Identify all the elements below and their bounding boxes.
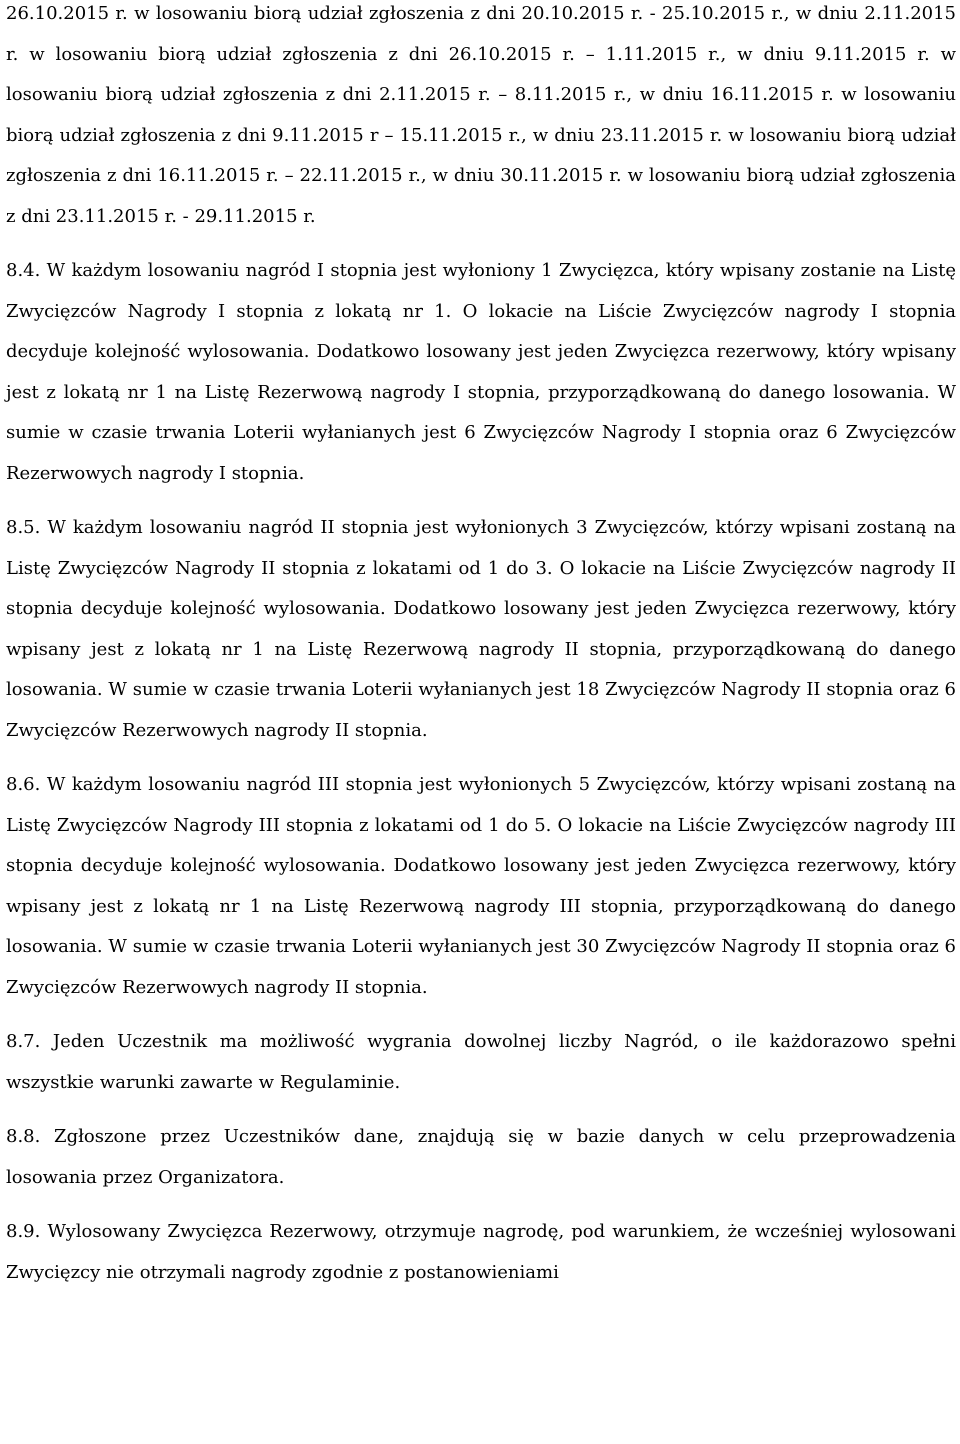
paragraph-8-8: 8.8. Zgłoszone przez Uczestników dane, znajdują się w bazie danych w celu przeprowadzenia losowania przez Organizatora. <box>6 1126 956 1188</box>
paragraph-8-4: 8.4. W każdym losowaniu nagród I stopnia jest wyłoniony 1 Zwycięzca, który wpisany zostanie na Listę Zwycięzców Nagrody I stopnia z lokatą nr 1. O lokacie na Liście Zwycięzców nagrody I stopnia decyduje kolejność wylosowania. Dodatkowo losowany jest jeden Zwycięzca rezerwowy, który wpisany jest z lokatą nr 1 na Listę Rezerwową nagrody I stopnia, przyporządkowaną do danego losowania. W sumie w czasie trwania Loterii wyłanianych jest 6 Zwycięzców Nagrody I stopnia oraz 6 Zwycięzców Rezerwowych nagrody I stopnia. <box>6 260 956 484</box>
paragraph-8-5: 8.5. W każdym losowaniu nagród II stopnia jest wyłonionych 3 Zwycięzców, którzy wpisani zostaną na Listę Zwycięzców Nagrody II stopnia z lokatami od 1 do 3. O lokacie na Liście Zwycięzców nagrody II stopnia decyduje kolejność wylosowania. Dodatkowo losowany jest jeden Zwycięzca rezerwowy, który wpisany jest z lokatą nr 1 na Listę Rezerwową nagrody II stopnia, przyporządkowaną do danego losowania. W sumie w czasie trwania Loterii wyłanianych jest 18 Zwycięzców Nagrody II stopnia oraz 6 Zwycięzców Rezerwowych nagrody II stopnia. <box>6 517 956 741</box>
paragraph-draw-dates: 26.10.2015 r. w losowaniu biorą udział zgłoszenia z dni 20.10.2015 r. - 25.10.2015 r., w dniu 2.11.2015 r. w losowaniu biorą udział zgłoszenia z dni 26.10.2015 r. – 1.11.2015 r., w dniu 9.11.2015 r. w losowaniu biorą udział zgłoszenia z dni 2.11.2015 r. – 8.11.2015 r., w dniu 16.11.2015 r. w losowaniu biorą udział zgłoszenia z dni 9.11.2015 r – 15.11.2015 r., w dniu 23.11.2015 r. w losowaniu biorą udział zgłoszenia z dni 16.11.2015 r. – 22.11.2015 r., w dniu 30.11.2015 r. w losowaniu biorą udział zgłoszenia z dni 23.11.2015 r. - 29.11.2015 r. <box>6 3 956 227</box>
document-page <box>6 0 956 1307</box>
paragraph-8-6: 8.6. W każdym losowaniu nagród III stopnia jest wyłonionych 5 Zwycięzców, którzy wpisani zostaną na Listę Zwycięzców Nagrody III stopnia z lokatami od 1 do 5. O lokacie na Liście Zwycięzców nagrody III stopnia decyduje kolejność wylosowania. Dodatkowo losowany jest jeden Zwycięzca rezerwowy, który wpisany jest z lokatą nr 1 na Listę Rezerwową nagrody III stopnia, przyporządkowaną do danego losowania. W sumie w czasie trwania Loterii wyłanianych jest 30 Zwycięzców Nagrody II stopnia oraz 6 Zwycięzców Rezerwowych nagrody II stopnia. <box>6 774 956 998</box>
paragraph-8-7: 8.7. Jeden Uczestnik ma możliwość wygrania dowolnej liczby Nagród, o ile każdorazowo spełni wszystkie warunki zawarte w Regulaminie. <box>6 1031 956 1093</box>
paragraph-8-9: 8.9. Wylosowany Zwycięzca Rezerwowy, otrzymuje nagrodę, pod warunkiem, że wcześniej wylosowani Zwycięzcy nie otrzymali nagrody zgodnie z postanowieniami <box>6 1221 956 1283</box>
